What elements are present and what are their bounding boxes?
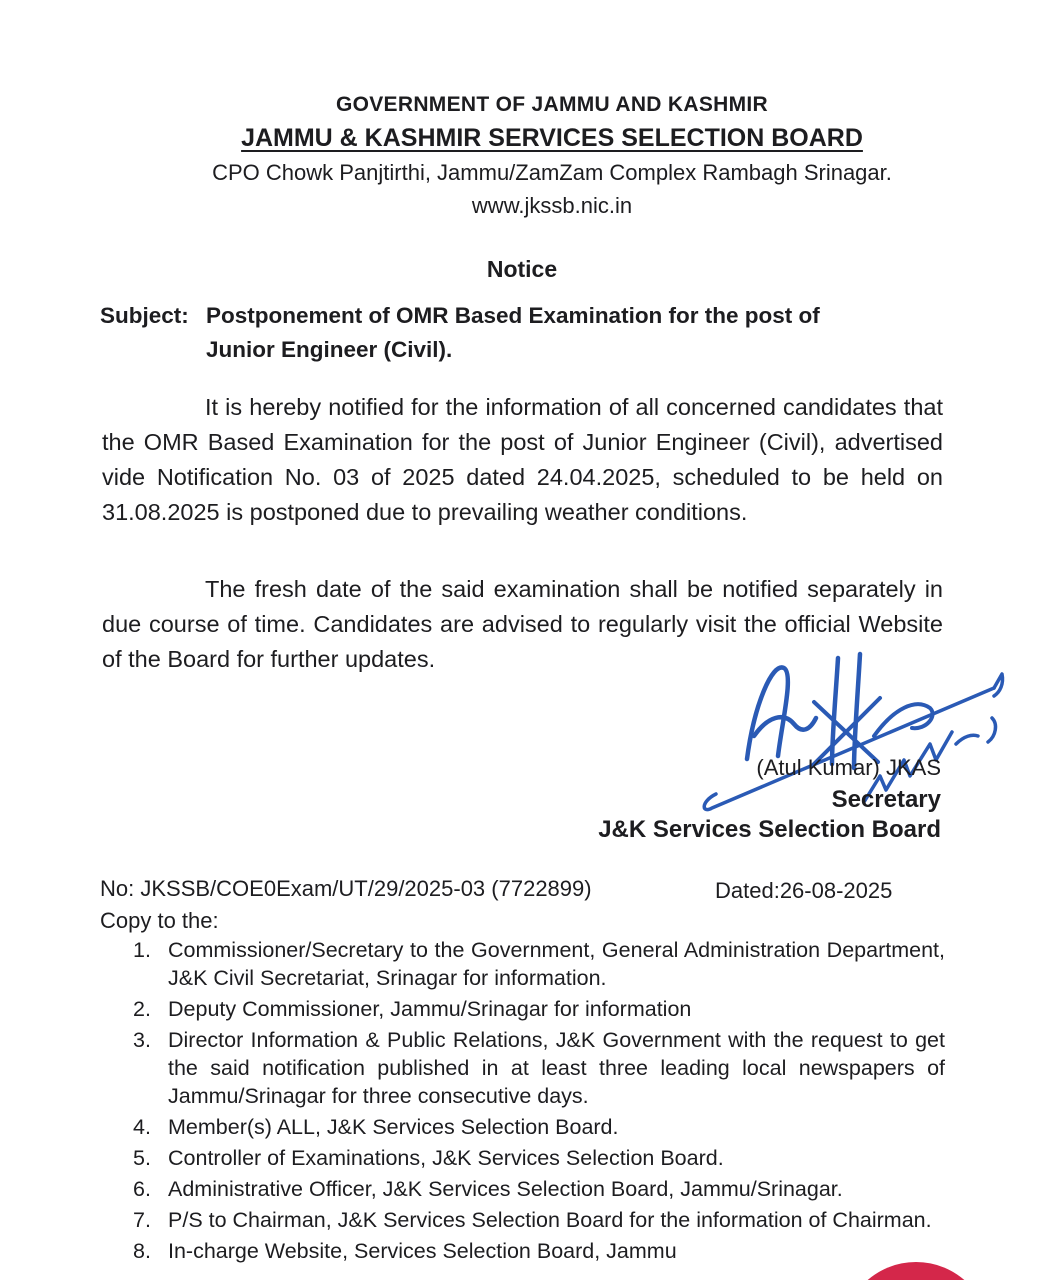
notice-title: Notice bbox=[486, 256, 558, 282]
copy-list-item-5 bbox=[133, 1144, 945, 1172]
item-text: Administrative Officer, J&K Services Selection Board, Jammu/Srinagar. bbox=[168, 1177, 843, 1201]
signatory-designation: Secretary bbox=[831, 786, 941, 813]
copy-list-item-6 bbox=[133, 1175, 945, 1203]
item-number: 6. bbox=[133, 1177, 151, 1201]
item-number: 7. bbox=[133, 1208, 151, 1232]
subject-text: Postponement of OMR Based Examination for the post of Junior Engineer (Civil). bbox=[206, 303, 820, 362]
item-number: 3. bbox=[133, 1028, 151, 1052]
signatory-organization: J&K Services Selection Board bbox=[598, 816, 941, 843]
item-text: Member(s) ALL, J&K Services Selection Board. bbox=[168, 1115, 619, 1139]
item-number: 1. bbox=[133, 938, 151, 962]
copy-list-item-2 bbox=[133, 995, 945, 1023]
copy-list-item-7 bbox=[133, 1206, 945, 1234]
reference-date: Dated:26-08-2025 bbox=[715, 878, 893, 903]
item-number: 8. bbox=[133, 1239, 151, 1263]
copy-list-item-3 bbox=[133, 1026, 945, 1110]
copy-list-item-4 bbox=[133, 1113, 945, 1141]
copy-to-label: Copy to the: bbox=[100, 908, 219, 933]
item-text: Controller of Examinations, J&K Services Selection Board. bbox=[168, 1146, 724, 1170]
item-text: Commissioner/Secretary to the Government, General Administration Department, J&K Civil Secretariat, Srinagar for information. bbox=[168, 938, 945, 990]
copy-list-item-1 bbox=[133, 936, 945, 992]
body-paragraph-2: The fresh date of the said examination shall be notified separately in due course of time. Candidates are advised to regularly visit the official Website of the Board for further updates. bbox=[102, 576, 943, 672]
item-text: Deputy Commissioner, Jammu/Srinagar for information bbox=[168, 997, 692, 1021]
copy-to-list bbox=[133, 936, 945, 1268]
board-name-line: JAMMU & KASHMIR SERVICES SELECTION BOARD bbox=[241, 124, 863, 152]
item-number: 4. bbox=[133, 1115, 151, 1139]
signatory-block bbox=[598, 751, 941, 845]
letterhead bbox=[60, 93, 1044, 219]
subject-block bbox=[100, 299, 920, 367]
body-paragraph-1: It is hereby notified for the information of all concerned candidates that the OMR Based Examination for the post of Junior Engineer (Civil), advertised vide Notification No. 03 of 2025 dated 24.04.2025, scheduled to be held on 31.08.2025 is postponed due to prevailing weather conditions. bbox=[102, 394, 943, 525]
government-line: GOVERNMENT OF JAMMU AND KASHMIR bbox=[335, 93, 769, 116]
item-text: Director Information & Public Relations, J&K Government with the request to get the said notification published in at least three leading local newspapers of Jammu/Srinagar for three consecutive days. bbox=[168, 1028, 945, 1108]
item-text: P/S to Chairman, J&K Services Selection Board for the information of Chairman. bbox=[168, 1208, 932, 1232]
copy-list-item-8 bbox=[133, 1237, 945, 1265]
item-number: 2. bbox=[133, 997, 151, 1021]
item-number: 5. bbox=[133, 1146, 151, 1170]
reference-number: No: JKSSB/COE0Exam/UT/29/2025-03 (7722899) bbox=[100, 876, 592, 901]
signatory-name: (Atul Kumar) JKAS bbox=[756, 755, 941, 780]
website-url: www.jkssb.nic.in bbox=[471, 193, 633, 218]
subject-label: Subject: bbox=[100, 303, 189, 328]
address-line: CPO Chowk Panjtirthi, Jammu/ZamZam Complex Rambagh Srinagar. bbox=[212, 160, 892, 185]
item-text: In-charge Website, Services Selection Board, Jammu bbox=[168, 1239, 677, 1263]
